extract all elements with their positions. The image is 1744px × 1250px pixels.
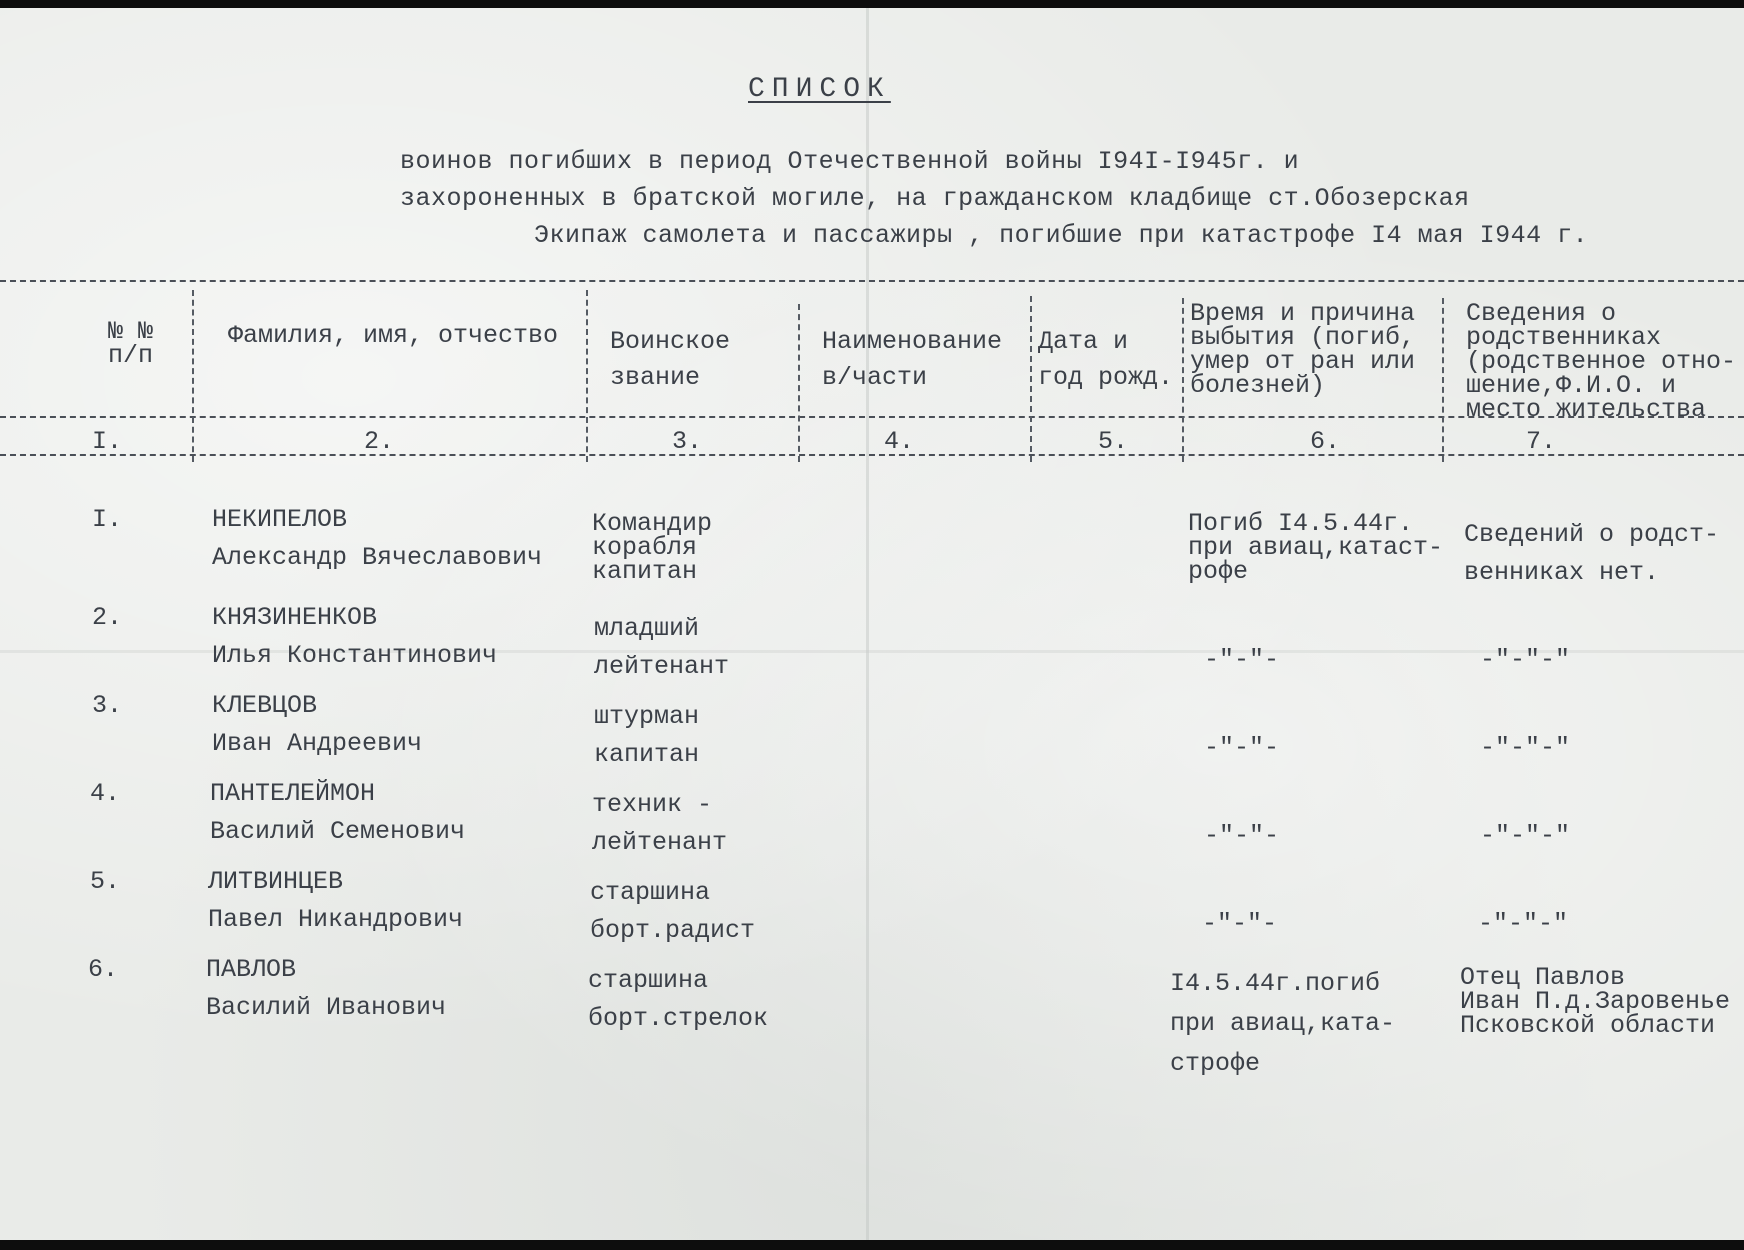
- row-relatives: -"-"-": [1478, 909, 1569, 938]
- table-top-rule: [0, 280, 1744, 282]
- row-surname: КНЯЗИНЕНКОВ: [212, 603, 378, 632]
- row-rank: Командир корабля капитан: [592, 509, 713, 586]
- row-rank: младший лейтенант: [594, 614, 730, 681]
- header-cause: Время и причина выбытия (погиб, умер от ран или болезней): [1190, 299, 1416, 400]
- column-separator: [586, 290, 588, 462]
- row-surname: КЛЕВЦОВ: [212, 691, 318, 720]
- column-number: 2.: [364, 427, 395, 456]
- column-number: 5.: [1098, 427, 1129, 456]
- column-separator: [1442, 298, 1444, 462]
- column-separator: [798, 304, 800, 462]
- header-unit: Наименование в/части: [822, 327, 1003, 392]
- column-separator: [1030, 296, 1032, 462]
- column-number: 3.: [672, 427, 703, 456]
- row-given-names: Иван Андреевич: [212, 729, 423, 758]
- row-cause: -"-"-: [1204, 733, 1280, 762]
- row-given-names: Александр Вячеславович: [212, 543, 543, 572]
- column-number: 7.: [1526, 427, 1557, 456]
- row-relatives: Отец Павлов Иван П.д.Заровенье Псковской области: [1460, 963, 1731, 1040]
- column-number: 6.: [1310, 427, 1341, 456]
- row-given-names: Илья Константинович: [212, 641, 498, 670]
- row-surname: ПАНТЕЛЕЙМОН: [210, 779, 376, 808]
- row-cause: -"-"-: [1204, 821, 1280, 850]
- row-number: 2.: [92, 603, 123, 632]
- row-surname: НЕКИПЕЛОВ: [212, 505, 348, 534]
- row-relatives: Сведений о родст- венниках нет.: [1464, 520, 1720, 587]
- header-birth-date: Дата и год рожд.: [1038, 327, 1174, 392]
- row-given-names: Василий Семенович: [210, 817, 466, 846]
- row-rank: старшина борт.стрелок: [588, 966, 769, 1033]
- column-separator: [192, 290, 194, 462]
- row-relatives: -"-"-": [1480, 645, 1571, 674]
- row-cause: -"-"-: [1202, 909, 1278, 938]
- row-given-names: Павел Никандрович: [208, 905, 464, 934]
- header-full-name: Фамилия, имя, отчество: [228, 321, 559, 350]
- row-number: I.: [92, 505, 123, 534]
- row-given-names: Василий Иванович: [206, 993, 447, 1022]
- row-number: 5.: [90, 867, 121, 896]
- document-title: СПИСОК: [748, 74, 891, 105]
- row-rank: штурман капитан: [594, 702, 700, 769]
- row-number: 4.: [90, 779, 121, 808]
- document-sheet: [0, 8, 1744, 1240]
- column-separator: [1182, 298, 1184, 462]
- row-rank: старшина борт.радист: [590, 878, 756, 945]
- row-number: 3.: [92, 691, 123, 720]
- row-cause: Погиб I4.5.44г. при авиац,катаст- рофе: [1188, 509, 1444, 586]
- row-cause: I4.5.44г.погиб при авиац,ката- строфе: [1170, 969, 1396, 1078]
- row-cause: -"-"-: [1204, 645, 1280, 674]
- header-relatives: Сведения о родственниках (родственное отно- шение,Ф.И.О. и место жительства: [1466, 299, 1737, 424]
- subtitle-line-2: захороненных в братской могиле, на гражданском кладбище ст.Обозерская: [400, 184, 1470, 213]
- subtitle-line-3: Экипаж самолета и пассажиры , погибшие при катастрофе I4 мая I944 г.: [534, 221, 1589, 250]
- row-relatives: -"-"-": [1480, 821, 1571, 850]
- row-rank: техник - лейтенант: [592, 790, 728, 857]
- header-number: № № п/п: [108, 317, 154, 370]
- row-surname: ПАВЛОВ: [206, 955, 297, 984]
- column-number: I.: [92, 427, 123, 456]
- column-numbers-rule: [0, 454, 1744, 456]
- column-number: 4.: [884, 427, 915, 456]
- row-relatives: -"-"-": [1480, 733, 1571, 762]
- header-rank: Воинское звание: [610, 327, 731, 392]
- row-number: 6.: [88, 955, 119, 984]
- row-surname: ЛИТВИНЦЕВ: [208, 867, 344, 896]
- subtitle-line-1: воинов погибших в период Отечественной войны I94I-I945г. и: [400, 147, 1300, 176]
